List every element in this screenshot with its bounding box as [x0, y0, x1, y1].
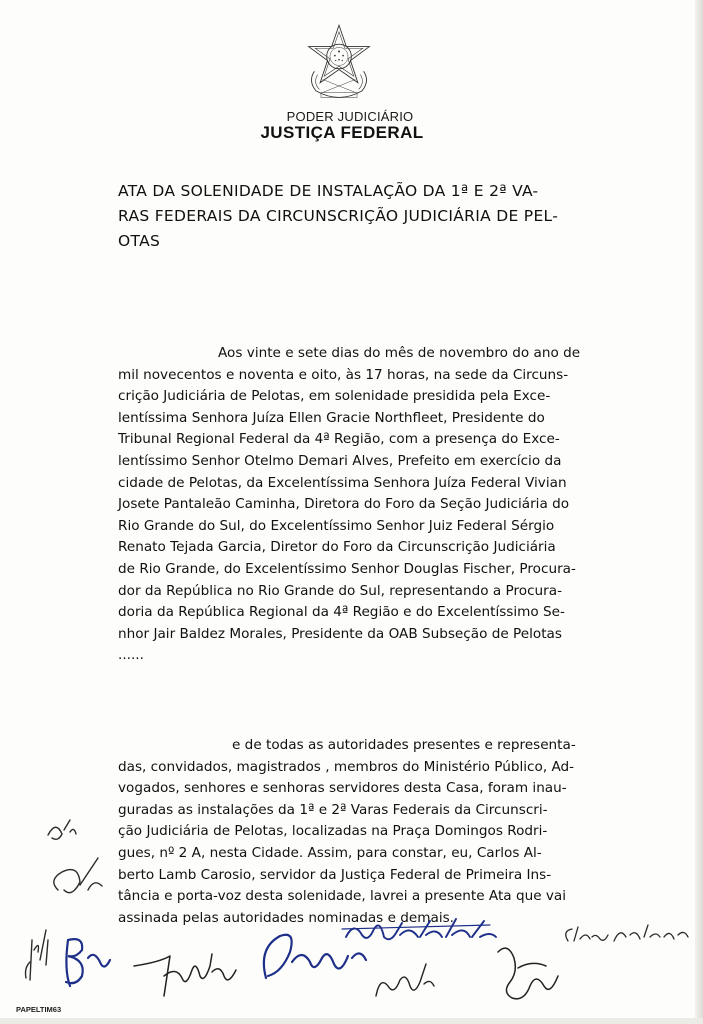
paragraph-line: Tribunal Regional Federal da 4ª Região, com a presença do Exce-: [118, 431, 560, 448]
paragraph-line: Renato Tejada Garcia, Diretor do Foro da Circunscrição Judiciária: [118, 539, 556, 556]
signature-1: [130, 926, 250, 1006]
signature-valente: [560, 915, 695, 955]
paragraph-line: berto Lamb Carosio, servidor da Justiça Federal de Primeira Ins-: [118, 866, 552, 883]
paragraph-closing: [118, 735, 638, 929]
paragraph-line: dor da República no Rio Grande do Sul, representando a Procura-: [118, 582, 562, 599]
left-margin-signatures: [18, 790, 128, 1000]
paragraph-line: assinada pelas autoridades nominadas e demais.: [118, 909, 455, 926]
paragraph-line: crição Judiciária de Pelotas, em solenidade presidida pela Exce-: [118, 388, 551, 405]
paragraph-line: lentíssimo Senhor Otelmo Demari Alves, Prefeito em exercício da: [118, 452, 562, 469]
title-line: OTAS: [118, 232, 161, 250]
signature-northfleet: [340, 915, 500, 950]
paragraph-line: gues, nº 2 A, nesta Cidade. Assim, para constar, eu, Carlos Al-: [118, 844, 542, 861]
title-line: RAS FEDERAIS DA CIRCUNSCRIÇÃO JUDICIÁRIA DE PEL-: [118, 207, 559, 225]
paragraph-line: lentíssima Senhora Juíza Ellen Gracie Northfleet, Presidente do: [118, 409, 545, 426]
paragraph-line: ......: [118, 647, 144, 664]
paragraph-line: e de todas as autoridades presentes e representa-: [232, 737, 576, 753]
paragraph-line: tância e porta-voz desta solenidade, lavrei a presente Ata que vai: [118, 888, 567, 905]
header-justica-federal: JUSTIÇA FEDERAL: [260, 123, 424, 142]
title-line: ATA DA SOLENIDADE DE INSTALAÇÃO DA 1ª E 2ª VA-: [118, 182, 539, 200]
footer-code: PAPELTIM63: [16, 1005, 62, 1014]
brasao-republica-icon: [298, 22, 380, 104]
paragraph-line: de Rio Grande, do Excelentíssimo Senhor Douglas Fischer, Procura-: [118, 560, 576, 577]
paragraph-line: vogados, senhores e senhoras servidores desta Casa, foram inau-: [118, 780, 567, 797]
page-bottom-edge: [0, 1018, 703, 1024]
paragraph-line: doria da República Regional da 4ª Região e do Excelentíssimo Se-: [118, 604, 565, 621]
paragraph-line: Rio Grande do Sul, do Excelentíssimo Senhor Juiz Federal Sérgio: [118, 517, 555, 534]
paragraph-line: cidade de Pelotas, da Excelentíssima Senhora Juíza Federal Vivian: [118, 474, 567, 491]
paragraph-line: mil novecentos e noventa e oito, às 17 horas, na sede da Circuns-: [118, 366, 569, 383]
paragraph-line: ção Judiciária de Pelotas, localizadas na Praça Domingos Rodri-: [118, 823, 548, 840]
paragraph-line: guradas as instalações da 1ª e 2ª Varas Federais da Circunscri-: [118, 801, 548, 818]
signature-3: [370, 956, 440, 1006]
paragraph-line: nhor Jair Baldez Morales, Presidente da OAB Subseção de Pelotas: [118, 625, 562, 642]
paragraph-line: das, convidados, magistrados , membros do Ministério Público, Ad-: [118, 758, 575, 775]
page-edge-shadow: [695, 0, 703, 1024]
document-title: [118, 179, 618, 254]
paragraph-line: Josete Pantaleão Caminha, Diretora do Foro da Seção Judiciária do: [118, 496, 570, 513]
paragraph-line: Aos vinte e sete dias do mês de novembro do ano de: [218, 345, 581, 361]
header-poder-judiciario: PODER JUDICIÁRIO: [286, 109, 414, 124]
paragraph-opening: [118, 343, 638, 667]
signature-4: [488, 932, 568, 1012]
